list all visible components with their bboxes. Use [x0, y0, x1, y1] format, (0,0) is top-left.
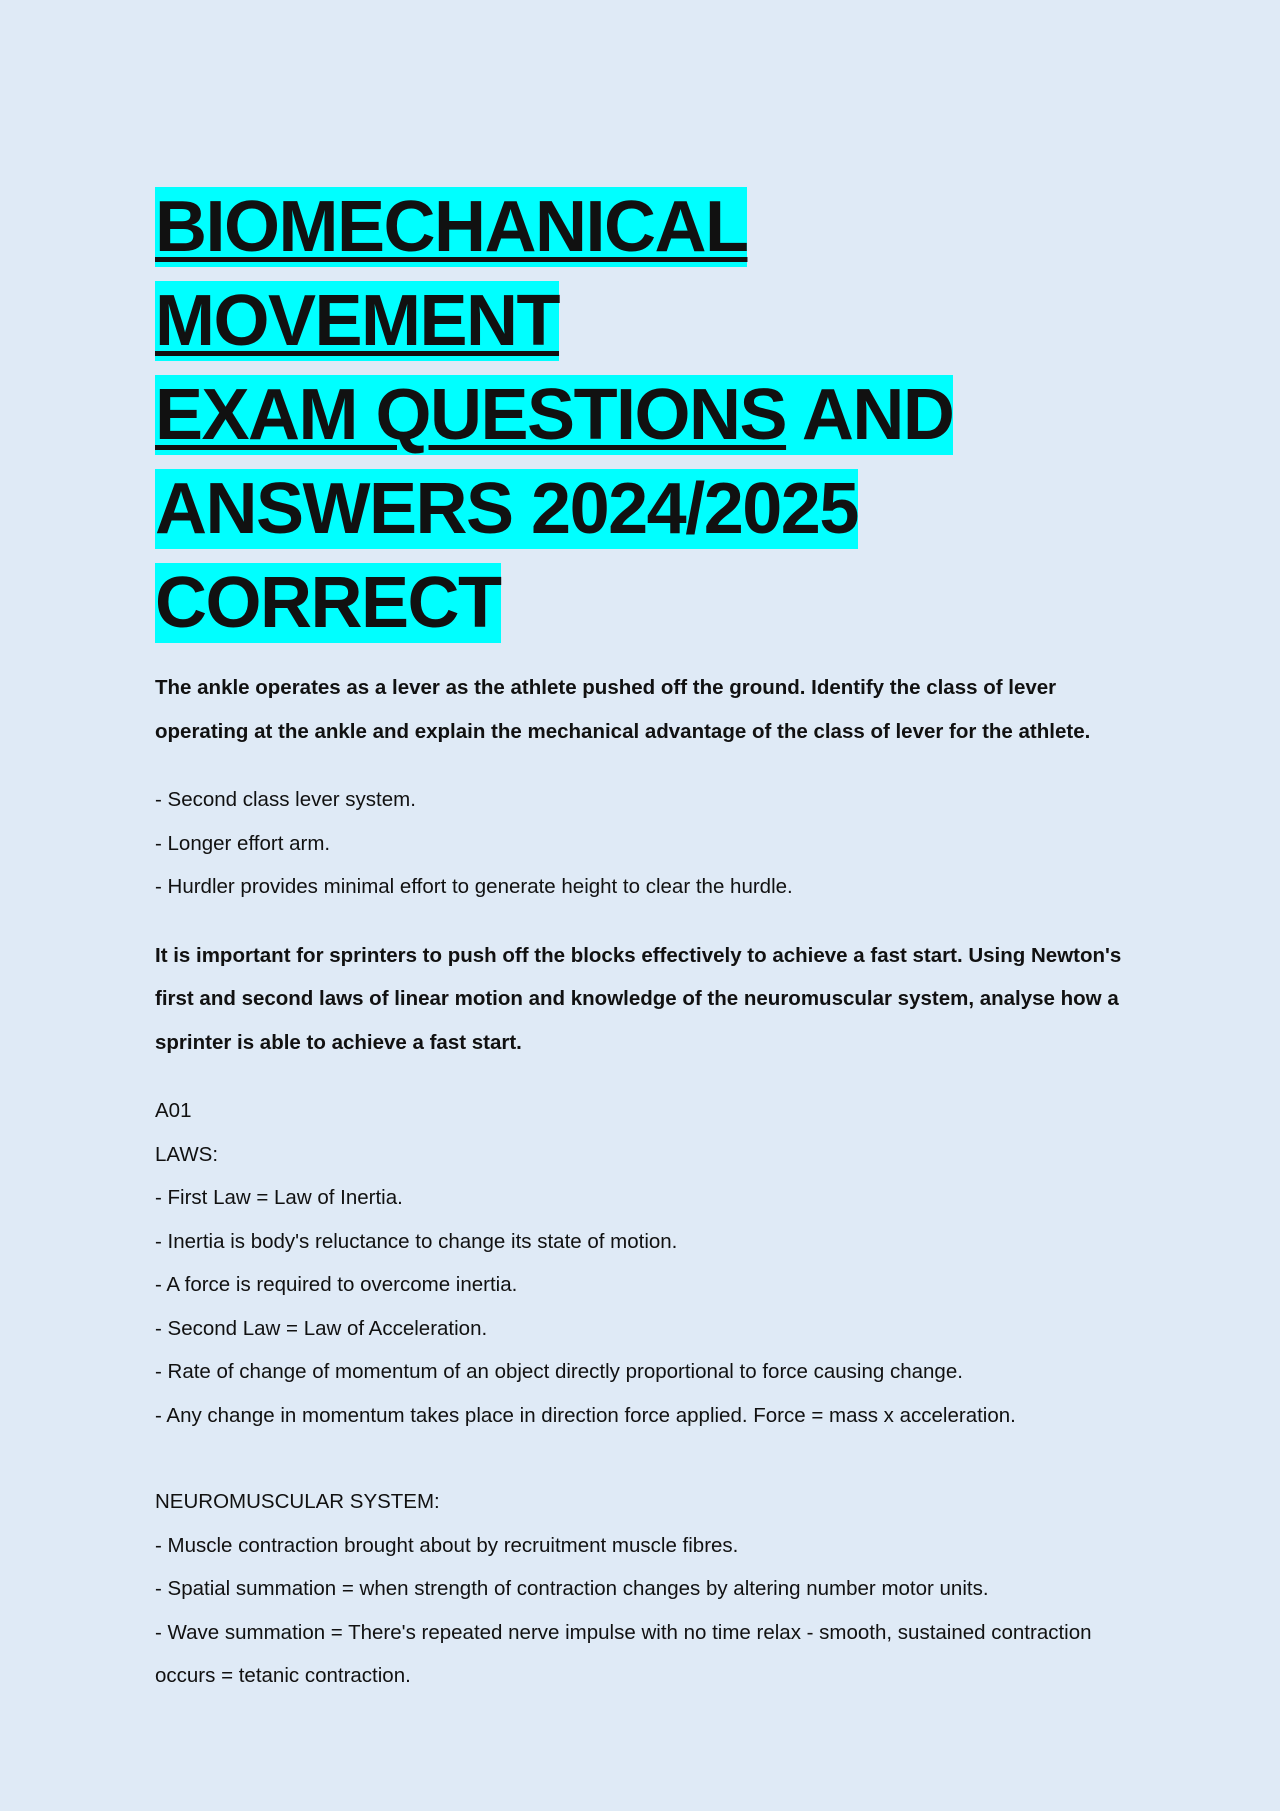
- answer-1-line: - Longer effort arm.: [155, 831, 331, 855]
- title-line-2-underlined: EXAM QUESTIONS: [155, 375, 787, 455]
- answer-label: A01: [155, 1099, 192, 1122]
- neuromuscular-line: - Spatial summation = when strength of contraction changes by altering number motor units.: [155, 1577, 989, 1600]
- laws-line: - Any change in momentum takes place in direction force applied. Force = mass x acceleration.: [155, 1403, 1016, 1427]
- title-line-4: CORRECT: [155, 563, 501, 643]
- neuromuscular-line: - Muscle contraction brought about by recruitment muscle fibres.: [155, 1533, 739, 1557]
- neuromuscular-line: - Wave summation = There's repeated nerve impulse with no time relax - smooth, sustained contraction occurs = tetanic contraction.: [155, 1620, 1092, 1687]
- question-2: It is important for sprinters to push off the blocks effectively to achieve a fast start. Using Newton's first and second laws of linear motion and knowledge of the neuromuscular system, analyse how a sprinter is able to achieve a fast start.: [155, 943, 1122, 1054]
- laws-line: - Rate of change of momentum of an object directly proportional to force causing change.: [155, 1360, 963, 1383]
- title-line-1: BIOMECHANICAL MOVEMENT: [155, 187, 748, 361]
- title-line-2-rest: AND: [786, 375, 954, 455]
- laws-line: - First Law = Law of Inertia.: [155, 1186, 403, 1209]
- answer-1-line: - Hurdler provides minimal effort to generate height to clear the hurdle.: [155, 875, 793, 898]
- answer-1-line: - Second class lever system.: [155, 788, 416, 811]
- laws-heading: LAWS:: [155, 1142, 219, 1166]
- laws-line: - A force is required to overcome inertia.: [155, 1273, 518, 1296]
- neuromuscular-heading: NEUROMUSCULAR SYSTEM:: [155, 1490, 440, 1513]
- title-line-3: ANSWERS 2024/2025: [155, 469, 858, 549]
- document-page: [155, 180, 1135, 1698]
- laws-line: - Inertia is body's reluctance to change its state of motion.: [155, 1229, 678, 1253]
- laws-line: - Second Law = Law of Acceleration.: [155, 1316, 488, 1340]
- question-1: The ankle operates as a lever as the athlete pushed off the ground. Identify the class of lever operating at the ankle and explain the mechanical advantage of the class of lever for the athlete.: [155, 676, 1091, 743]
- document-title: [155, 180, 1135, 650]
